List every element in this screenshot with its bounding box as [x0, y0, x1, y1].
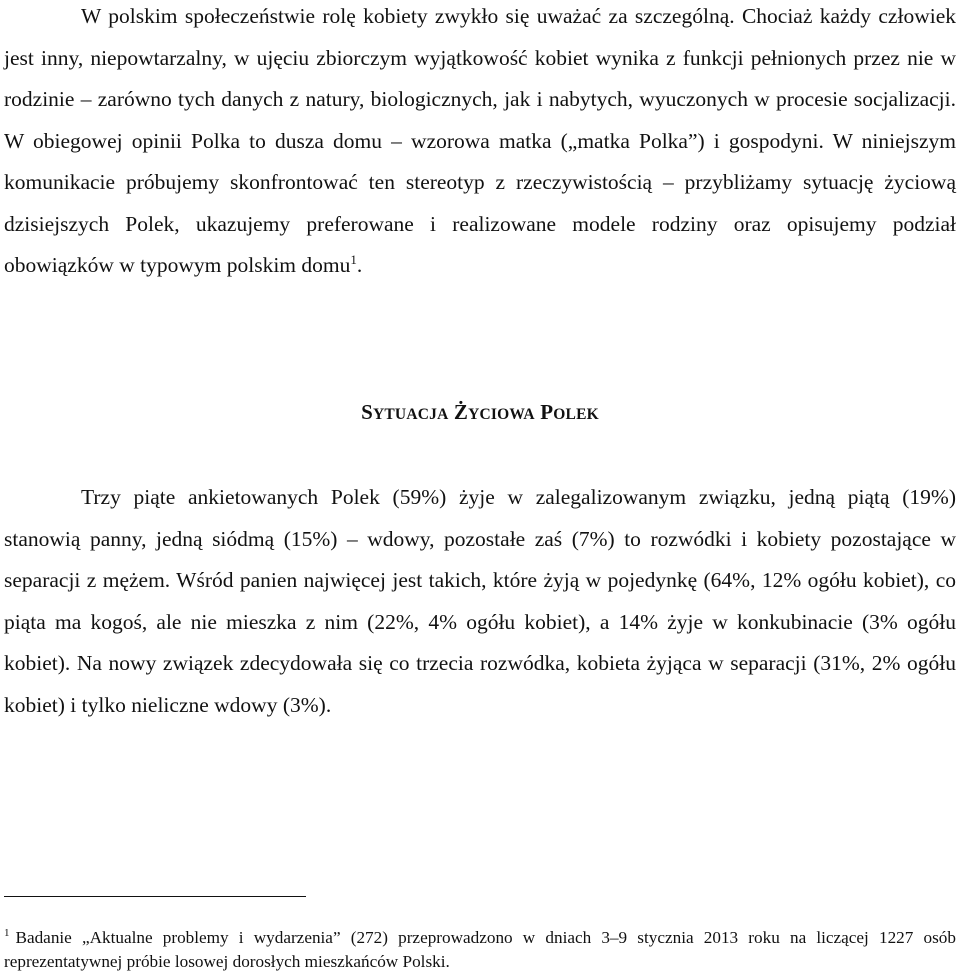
heading-rest-1: YTUACJA	[373, 406, 449, 423]
heading-cap-3: P	[540, 400, 554, 424]
section-heading	[4, 400, 956, 425]
footnote-text: Badanie „Aktualne problemy i wydarzenia” (272) przeprowadzono w dniach 3–9 stycznia 2013 roku na liczącej 1227 osób reprezentatywnej próbie losowej dorosłych mieszkańców Polski.	[4, 928, 956, 971]
footnote	[4, 926, 956, 974]
intro-paragraph-end: .	[356, 253, 363, 277]
heading-cap-1: S	[361, 400, 373, 424]
heading-cap-2: Ż	[453, 400, 469, 424]
heading-rest-3: OLEK	[553, 406, 599, 423]
footnote-reference: 1	[350, 251, 357, 267]
footnote-separator	[4, 896, 306, 897]
intro-paragraph-text: W polskim społeczeństwie rolę kobiety zwykło się uważać za szczególną. Chociaż każdy człowiek jest inny, niepowtarzalny, w ujęciu zbiorczym wyjątkowość kobiet wynika z funkcji pełnionych przez nie w rodzinie – zarówno tych danych z natury, biologicznych, jak i nabytych, wyuczonych w procesie socjalizacji. W obiegowej opinii Polka to dusza domu – wzorowa matka („matka Polka”) i gospodyni. W niniejszym komunikacie próbujemy skonfrontować ten stereotyp z rzeczywistością – przybliżamy sytuację życiową dzisiejszych Polek, ukazujemy preferowane i realizowane modele rodziny oraz opisujemy podział obowiązków w typowym polskim domu	[4, 4, 956, 277]
heading-rest-2: YCIOWA	[468, 406, 535, 423]
intro-paragraph	[4, 0, 956, 287]
section-paragraph: Trzy piąte ankietowanych Polek (59%) żyje w zalegalizowanym związku, jedną piątą (19%) stanowią panny, jedną siódmą (15%) – wdowy, pozostałe zaś (7%) to rozwódki i kobiety pozostające w separacji z mężem. Wśród panien najwięcej jest takich, które żyją w pojedynkę (64%, 12% ogółu kobiet), co piąta ma kogoś, ale nie mieszka z nim (22%, 4% ogółu kobiet), a 14% żyje w konkubinacie (3% ogółu kobiet). Na nowy związek zdecydowała się co trzecia rozwódka, kobieta żyjąca w separacji (31%, 2% ogółu kobiet) i tylko nieliczne wdowy (3%).	[4, 485, 956, 717]
footnote-marker: 1	[4, 927, 10, 940]
